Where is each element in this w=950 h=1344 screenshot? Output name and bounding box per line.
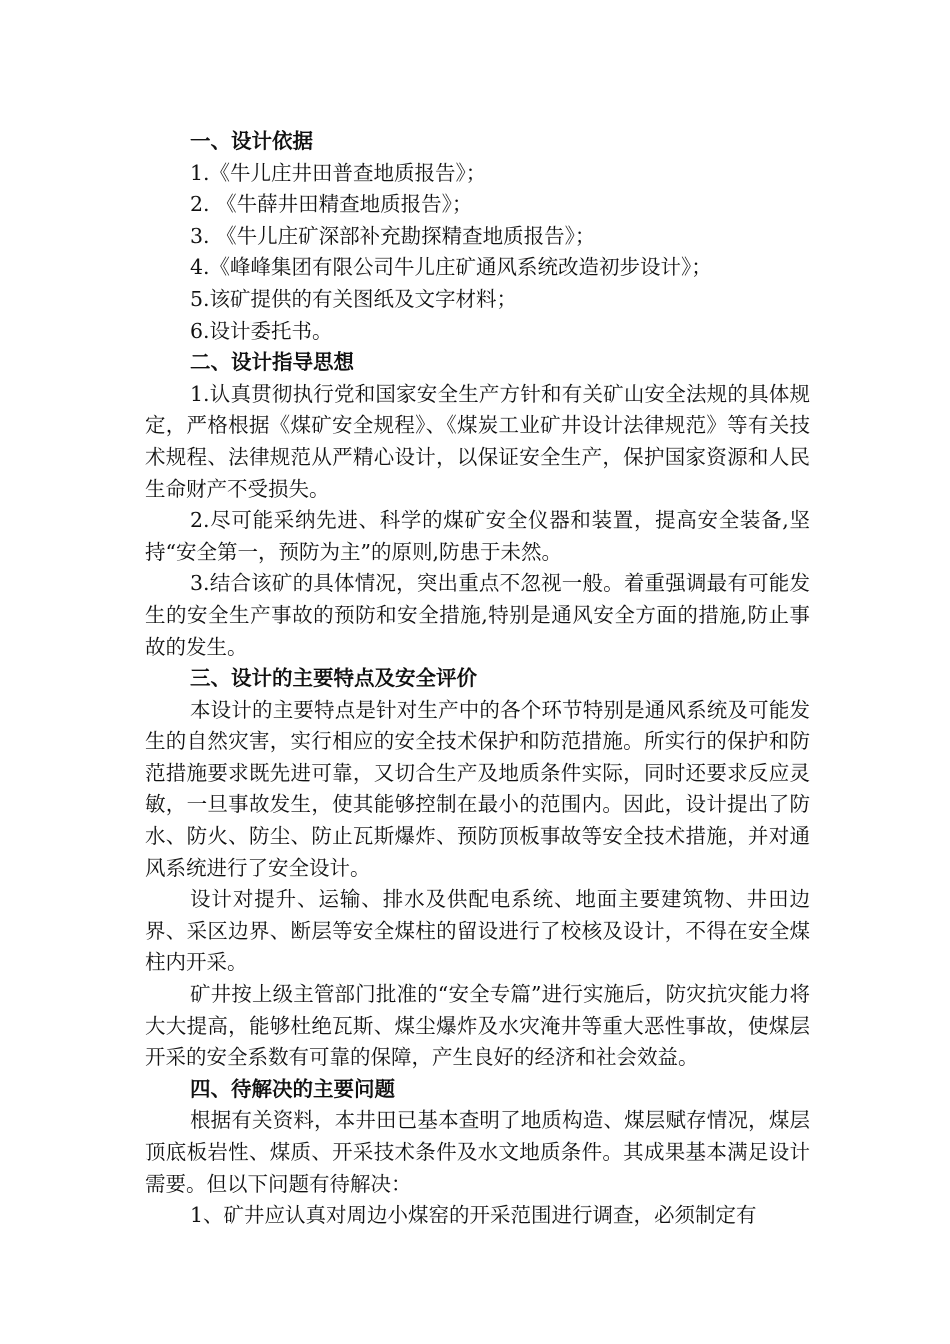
section-heading-basis: 一、设计依据: [190, 129, 313, 153]
basis-item-1: 1.《牛儿庄井田普查地质报告》；: [190, 160, 487, 185]
basis-item-4: 4.《峰峰集团有限公司牛儿庄矿通风系统改造初步设计》；: [190, 255, 712, 280]
section-heading-features: 三、设计的主要特点及安全评价: [190, 666, 477, 691]
features-paragraph-3: 矿井按上级主管部门批准的“安全专篇”进行实施后，防灾抗灾能力将大大提高，能够杜绝瓦斯、煤尘爆炸及水灾淹井等重大恶性事故，使煤层开采的安全系数有可靠的保障，产生良好的经济和社会效益。: [145, 982, 810, 1070]
section-heading-issues: 四、待解决的主要问题: [190, 1076, 395, 1101]
guiding-paragraph-1: 1.认真贯彻执行党和国家安全生产方针和有关矿山安全法规的具体规定，严格根据《煤矿安全规程》、《煤炭工业矿井设计法律规范》等有关技术规程、法律规范从严精心设计，以保证安全生产，保护国家资源和人民生命财产不受损失。: [145, 381, 810, 501]
basis-item-5: 5.该矿提供的有关图纸及文字材料；: [190, 286, 518, 311]
features-paragraph-2: 设计对提升、运输、排水及供配电系统、地面主要建筑物、井田边界、采区边界、断层等安全煤柱的留设进行了校核及设计，不得在安全煤柱内开采。: [145, 887, 810, 975]
basis-item-2: 2. 《牛薛井田精查地质报告》；: [190, 192, 473, 217]
section-heading-guiding: 二、设计指导思想: [190, 350, 354, 375]
basis-item-6: 6.设计委托书。: [190, 318, 333, 343]
issues-paragraph-2: 1、矿井应认真对周边小煤窑的开采范围进行调查，必须制定有: [190, 1203, 757, 1228]
features-paragraph-1: 本设计的主要特点是针对生产中的各个环节特别是通风系统及可能发生的自然灾害，实行相应的安全技术保护和防范措施。所实行的保护和防范措施要求既先进可靠，又切合生产及地质条件实际，同时还要求反应灵敏，一旦事故发生，使其能够控制在最小的范围内。因此，设计提出了防水、防火、防尘、防止瓦斯爆炸、预防顶板事故等安全技术措施，并对通风系统进行了安全设计。: [145, 697, 810, 880]
basis-item-3: 3. 《牛儿庄矿深部补充勘探精查地质报告》；: [190, 223, 596, 248]
guiding-paragraph-2: 2.尽可能采纳先进、科学的煤矿安全仪器和装置，提高安全装备,坚持“安全第一，预防为主”的原则,防患于未然。: [145, 508, 810, 564]
document-body: [145, 126, 810, 1232]
guiding-paragraph-3: 3.结合该矿的具体情况，突出重点不忽视一般。着重强调最有可能发生的安全生产事故的预防和安全措施,特别是通风安全方面的措施,防止事故的发生。: [145, 571, 810, 659]
issues-paragraph-1: 根据有关资料，本井田已基本查明了地质构造、煤层赋存情况，煤层顶底板岩性、煤质、开采技术条件及水文地质条件。其成果基本满足设计需要。但以下问题有待解决：: [145, 1108, 810, 1196]
